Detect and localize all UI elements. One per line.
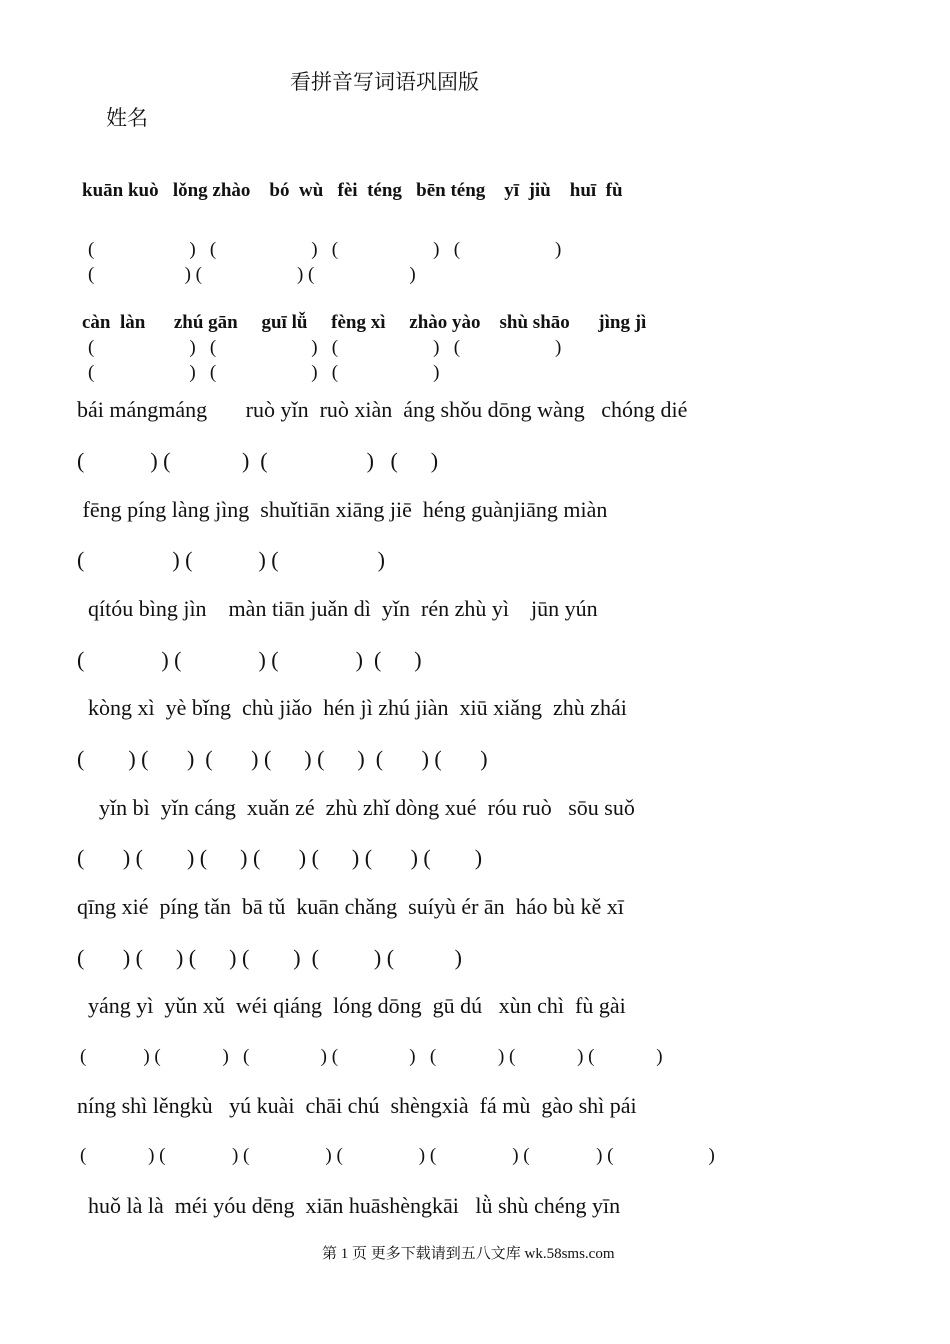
page-title: 看拼音写词语巩固版 (290, 70, 479, 94)
pinyin-row-8: qīng xié píng tǎn bā tǔ kuān chǎng suíyù ér ān háo bù kě xī (77, 894, 624, 919)
answer-row-4: ( ) ( ) ( ) (77, 547, 385, 572)
footer: 第 1 页 更多下载请到五八文库 wk.58sms.com (322, 1246, 615, 1262)
pinyin-row-1: kuān kuò lǒng zhào bó wù fèi téng bēn téng yī jiù huī fù (82, 180, 623, 201)
pinyin-row-3: bái mángmáng ruò yǐn ruò xiàn áng shǒu dōng wàng chóng dié (77, 397, 688, 422)
answer-row-10: ( ) ( ) ( ) ( ) ( ) ( ) ( ) (80, 1145, 715, 1166)
answer-row-6: ( ) ( ) ( ) ( ) ( ) ( ) ( ) (77, 746, 488, 771)
pinyin-row-2: càn làn zhú gān guī lǚ fèng xì zhào yào shù shāo jìng jì (82, 312, 647, 333)
pinyin-row-11: huǒ là là méi yóu dēng xiān huāshèngkāi lǜ shù chéng yīn (77, 1193, 621, 1218)
pinyin-row-10: níng shì lěngkù yú kuài chāi chú shèngxià fá mù gào shì pái (77, 1093, 637, 1118)
name-label: 姓名 (106, 106, 148, 130)
answer-row-2a: ( ) ( ) ( ) ( ) (88, 337, 562, 358)
answer-row-5: ( ) ( ) ( ) ( ) (77, 647, 422, 672)
pinyin-row-9: yáng yì yǔn xǔ wéi qiáng lóng dōng gū dú xùn chì fù gài (77, 993, 626, 1018)
answer-row-1a: ( ) ( ) ( ) ( ) (88, 239, 562, 260)
answer-row-1b: ( ) ( ) ( ) (88, 264, 416, 285)
pinyin-row-7: yǐn bì yǐn cáng xuǎn zé zhù zhǐ dòng xué róu ruò sōu suǒ (77, 795, 635, 820)
pinyin-row-6: kòng xì yè bǐng chù jiǎo hén jì zhú jiàn xiū xiǎng zhù zhái (77, 695, 627, 720)
answer-row-7: ( ) ( ) ( ) ( ) ( ) ( ) ( ) (77, 845, 483, 870)
pinyin-row-4: fēng píng làng jìng shuǐtiān xiāng jiē héng guànjiāng miàn (77, 497, 608, 522)
answer-row-3: ( ) ( ) ( ) ( ) (77, 448, 439, 473)
answer-row-9: ( ) ( ) ( ) ( ) ( ) ( ) ( ) (80, 1046, 663, 1067)
answer-row-2b: ( ) ( ) ( ) (88, 362, 440, 383)
answer-row-8: ( ) ( ) ( ) ( ) ( ) ( ) (77, 945, 462, 970)
pinyin-row-5: qítóu bìng jìn màn tiān juǎn dì yǐn rén zhù yì jūn yún (77, 596, 598, 621)
